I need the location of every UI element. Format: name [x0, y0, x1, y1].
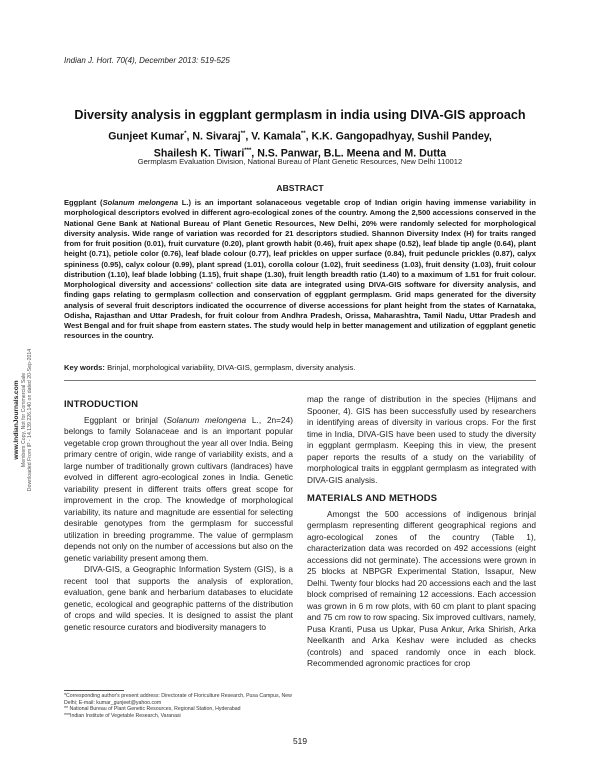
methods-paragraph-1: Amongst the 500 accessions of indigenous brinjal germplasm representing different geographical regions and agro-ecological zones of the country (Table 1), characterization data was recorded on 492 accessions (eight accessions did not germinate). The accessions were grown in 25 blocks at NBPGR Experimental Station, Issapur, New Delhi. Twenty four blocks had 20 accessions each and the last block comprised of remaining 12 accessions. Each accession was grown in 6 m row plots, with 60 cm plant to plant spacing and 75 cm row to row spacing. Six improved cultivars, namely, Pusa Kranti, Pusa us Upkar, Pusa Ankur, Arka Shirish, Arka Neelkanth and Arka Keshav were included as checks (controls) and spaced randomly once in each block. Recommended agronomic practices for crop [307, 508, 536, 668]
download-watermark [6, 250, 42, 590]
author-line-1: Gunjeet Kumar*, N. Sivaraj**, V. Kamala**, K.K. Gangopadhyay, Sushil Pandey, [108, 130, 492, 143]
author-name: N.S. Panwar [257, 147, 318, 160]
intro-paragraph-3: map the range of distribution in the species (Hijmans and Spooner, 4). GIS has been successfully used by researchers in identifying areas of diversity in various crops. For the first time in India, DIVA-GIS have been used to study the diversity in eggplant germplasm. Keeping this in view, the present paper reports the results of a study on the variability of morphological traits in eggplant germplasm as integrated with DIVA-GIS analysis. [307, 394, 536, 485]
watermark-copy-note: Members Copy, Not for Commercial Sale [20, 372, 27, 468]
abstract-body [64, 198, 536, 342]
author-list [40, 127, 560, 160]
page-number: 519 [293, 736, 307, 746]
abstract-heading: ABSTRACT [276, 183, 324, 193]
footnote-divider [64, 690, 124, 691]
footnote-nbpgr: ** National Bureau of Plant Genetic Resources, Regional Station, Hyderabad [64, 706, 241, 713]
column-right [307, 394, 536, 670]
abstract-lead: Eggplant ( [64, 198, 103, 207]
column-left [64, 398, 293, 633]
author-affiliation-mark: ** [240, 131, 246, 137]
intro-p1-rest: L., 2n=24) belongs to family Solanaceae and is an important popular vegetable crop grown throughout the year all over India. Being primary centre of origin, wide range of variability exists, and a large number of traditionally grown cultivars (landraces) have evolved in different agro-ecological zones in India. Genetic variability present in different traits offers great scope for improvement in the crop. The knowledge of morphological variability, its nature and magnitude are essential for selecting desirable genotypes from the germplasm for successful utilization in breeding programme. The value of germplasm depends not only on the number of accessions but also on the genetic variability present among them. [64, 414, 294, 563]
watermark-download-note: Downloaded From IP - 14.139.226.140 on dated 20-Sep-2014 [27, 348, 34, 492]
author-name: V. Kamala [251, 130, 301, 143]
footnote-corresponding: *Corresponding author's present address: Directorate of Floriculture Research, Pusa Campus, New Delhi; E-mail: kumar_gunjeet@yahoo.com [64, 693, 292, 706]
author-affiliation-mark: * [184, 131, 187, 137]
author-name: Sushil Pandey [417, 130, 489, 143]
abstract-text: L.) is an important solanaceous vegetable crop of Indian origin having immense variability in morphological descriptors evolved in different agro-ecological zones of the country. Among the 2,500 accessions conserved in the National Gene Bank at National Bureau of Plant Genetic Resources, New Delhi, 20% were randomly selected for morphological diversity analysis. Wide range of variation was recorded for 21 descriptors studied. Shannon Diversity Index (H) for traits ranged from for fruit position (0.01), fruit curvature (0.20), plant growth habit (0.46), fruit apex shape (0.52), leaf blade tip angle (0.64), plant height (0.71), petiole color (0.76), leaf blade colour (0.77), leaf prickles on upper surface (0.84), fruit peduncle prickles (0.87), calyx spininess (0.95), calyx colour (0.99), plant spread (1.01), corolla colour (1.02), fruit seediness (1.03), fruit density (1.03), fruit colour distribution (1.10), leaf blade lobbing (1.15), fruit shape (1.30), fruit length breadth ratio (1.40) to a maximum of 1.51 for fruit colour. Morphological diversity and accessions' collection site data are integrated using DIVA-GIS software for diversity analysis, and finding gaps relating to germplasm collection and conservation of eggplant germplasm. Grid maps generated for the diversity analysis of several fruit descriptors indicated the occurrence of diverse accessions for plant height from the states of Karnataka, Odisha, Rajasthan and Uttar Pradesh, for fruit colour from Andhra Pradesh, Orissa, Maharashtra, Tamil Nadu, Uttar Pradesh and West Bengal and for fruit shape from eastern states. The study would help in better management and utilization of eggplant genetic resources in the country. [64, 198, 536, 341]
intro-p1-start: Eggplant or brinjal ( [84, 414, 167, 425]
footnote-iivr: ***Indian Institute of Vegetable Research, Varanasi [64, 713, 181, 720]
author-name: Shailesh K. Tiwari [153, 147, 245, 160]
affiliation: Germplasm Evaluation Division, National Bureau of Plant Genetic Resources, New Delhi 110012 [137, 157, 463, 166]
author-name: K.K. Gangopadhyay [311, 130, 412, 143]
intro-paragraph-2: DIVA-GIS, a Geographic Information System (GIS), is a recent tool that supports the analysis of exploration, evaluation, gene bank and herbarium databases to elucidate genetic, ecological and geographic patterns of the distribution of crops and wild species. It is designed to assist the plant genetic resource curators and biodiversity managers to [64, 564, 293, 632]
author-name: M. Dutta [404, 147, 447, 160]
author-affiliation-mark: ** [300, 131, 306, 137]
intro-paragraph-1 [64, 415, 293, 565]
abstract-species: Solanum melongena [102, 198, 179, 207]
footnotes [64, 693, 296, 720]
author-affiliation-mark: *** [244, 147, 252, 154]
keywords-label: Key words: [64, 363, 105, 372]
journal-reference: Indian J. Hort. 70(4), December 2013: 519-525 [64, 56, 230, 65]
author-name: B.L. Meena [323, 147, 380, 160]
author-line-2: Shailesh K. Tiwari***, N.S. Panwar, B.L. Meena and M. Dutta [153, 147, 447, 160]
article-title: Diversity analysis in eggplant germplasm in india using DIVA-GIS approach [74, 108, 526, 122]
watermark-site[interactable]: www.IndianJournals.com [13, 380, 21, 460]
introduction-heading: INTRODUCTION [64, 398, 139, 409]
methods-heading: MATERIALS AND METHODS [307, 492, 438, 503]
intro-species: Solanum melongena [166, 414, 247, 425]
author-name: N. Sivaraj [192, 130, 241, 143]
abstract-divider [64, 380, 536, 381]
keywords [64, 363, 536, 372]
author-name: Gunjeet Kumar [108, 130, 185, 143]
keywords-text: Brinjal, morphological variability, DIVA-GIS, germplasm, diversity analysis. [107, 363, 356, 372]
